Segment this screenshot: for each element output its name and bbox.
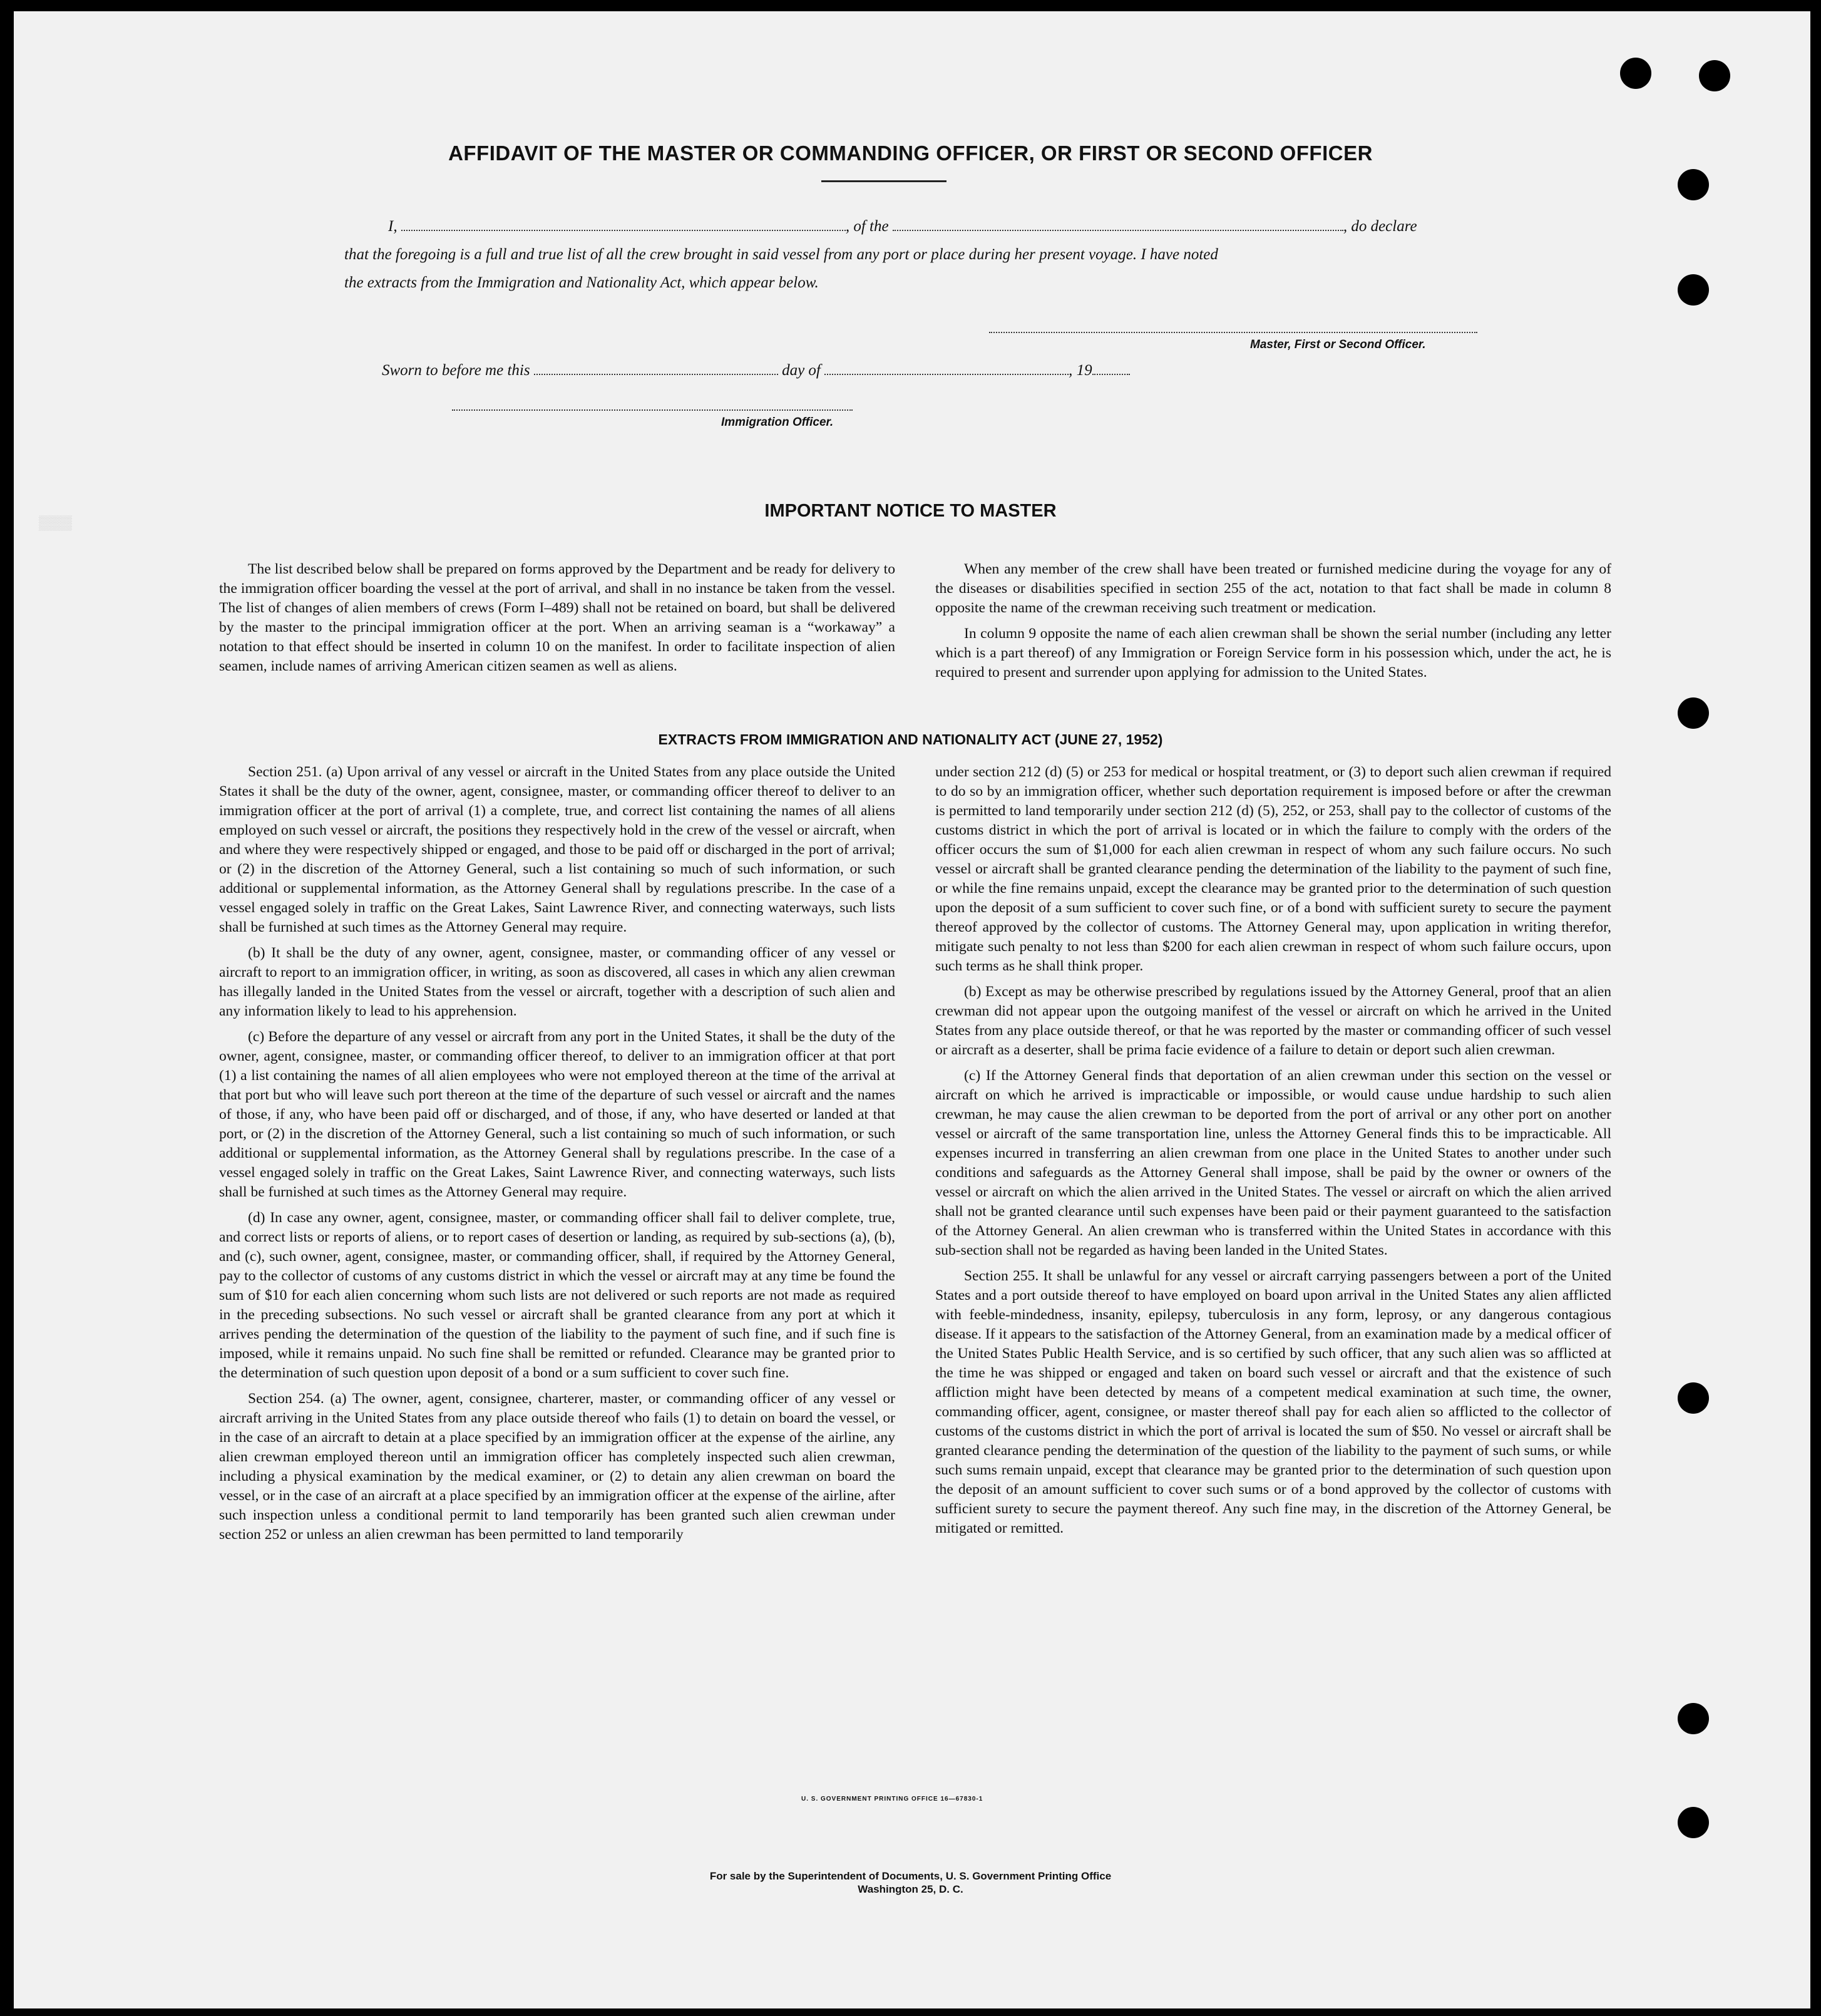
label-do-declare: , do declare xyxy=(1343,218,1417,235)
section-251-c: (c) Before the departure of any vessel or aircraft from any port in the United States, it shall be the duty of the owner, agent, consignee, master, or commanding officer thereof, to deliver to an immigration officer at that port (1) a list containing the names of all alien employees who were not employed thereon at the time of the arrival at that port but who will leave such port thereon at the time of the departure of such vessel or aircraft and the names of those, if any, who have been paid off or discharged, and of those, if any, who have deserted or landed at that port, or (2) in the discretion of the Attorney General, such a list containing so much of such information, or such additional or supplemental information, as the Attorney General shall by regulations prescribe. In the case of a vessel engaged solely in traffic on the Great Lakes, Saint Lawrence River, and connecting waterways, such lists shall be furnished at such times as the Attorney General may require. xyxy=(219,1029,895,1200)
officer-signature-label: Immigration Officer. xyxy=(721,416,834,429)
section-254-a: Section 254. (a) The owner, agent, consignee, charterer, master, or commanding officer of any vessel or aircraft arriving in the United States from any place outside thereof who fails (1) to detain on board the vessel, or in the case of an aircraft to detain at a place specified by an immigration officer at the expense of the airline, any alien crewman employed thereon until an immigration officer has completely inspected such alien crewman, including a physical examination by the medical examiner, or (2) to detain any alien crewman on board the vessel, or in the case of an aircraft at a place specified by an immigration officer at the expense of the airline, after such inspection unless a conditional permit to land temporarily has been granted such alien crewman under section 252 or unless an alien crewman has been permitted to land temporarily xyxy=(219,1391,895,1543)
document-page xyxy=(14,11,1810,2008)
sworn-line: Sworn to before me this day of , 19 xyxy=(382,362,1130,379)
notice-title: IMPORTANT NOTICE TO MASTER xyxy=(764,501,1057,521)
binder-hole xyxy=(1678,1703,1709,1734)
label-of-the: , of the xyxy=(845,218,889,235)
sworn-day-blank xyxy=(534,363,778,375)
section-254-a-continued: under section 212 (d) (5) or 253 for medical or hospital treatment, or (3) to deport such alien crewman if required to do so by an immigration officer, whether such deportation requirement is imposed before or after the crewman is permitted to land temporarily under section 212 (d) (5), 252, or 253, shall pay to the collector of customs of the customs district in which the port of arrival is located or in which the failure to comply with the orders of the officer occurs the sum of $1,000 for each alien crewman in respect of whom any such failure occurs. No such vessel or aircraft shall be granted clearance pending the determination of the liability to the payment of such fine, or while the fine remains unpaid, except the clearance may be granted prior to the determination of such question upon the deposit of a sum sufficient to cover such fine, or of a bond with sufficient surety to secure the payment thereof approved by the collector of customs. The Attorney General may, upon application in writing therefor, mitigate such penalty to not less than $200 for each alien crewman in respect of whom such failure occurs, upon such terms as he shall think proper. xyxy=(935,764,1611,974)
binder-hole xyxy=(1678,274,1709,306)
notice-left-paragraph: The list described below shall be prepared on forms approved by the Department and be ready for delivery to the immigration officer boarding the vessel at the port of arrival, and shall in no instance be taken from the vessel. The list of changes of alien members of crews (Form I–489) shall not be retained on board, but shall be delivered by the master to the principal immigration officer at the port. When an arriving seaman is a “workaway” a notation to that effect should be inserted in column 10 on the manifest. In order to facilitate inspection of alien seamen, include names of arriving American citizen seamen as well as aliens. xyxy=(219,561,895,674)
label-year: 19 xyxy=(1076,362,1092,379)
binder-hole xyxy=(1620,58,1651,89)
footer-line-1: For sale by the Superintendent of Documents, U. S. Government Printing Office xyxy=(709,1870,1112,1882)
label-sworn: Sworn to before me this xyxy=(382,362,530,379)
label-i: I, xyxy=(388,218,398,235)
binder-hole xyxy=(1699,60,1730,91)
extracts-title: EXTRACTS FROM IMMIGRATION AND NATIONALITY ACT (JUNE 27, 1952) xyxy=(658,731,1163,748)
label-day-of: day of xyxy=(782,362,821,379)
printing-office-imprint: U. S. GOVERNMENT PRINTING OFFICE 16—67830-1 xyxy=(801,1796,983,1803)
name-blank xyxy=(401,219,846,231)
master-signature-line xyxy=(989,332,1477,333)
declaration-line-3: the extracts from the Immigration and Nationality Act, which appear below. xyxy=(344,274,819,291)
extracts-right-column xyxy=(935,763,1611,1545)
section-254-b: (b) Except as may be otherwise prescribed by regulations issued by the Attorney General, proof that an alien crewman did not appear upon the outgoing manifest of the vessel or aircraft on which he arrived in the United States from any place outside thereof, or that he was reported by the master or commanding officer of such vessel or aircraft as a deserter, shall be prima facie evidence of a failure to detain or deport such alien crewman. xyxy=(935,984,1611,1058)
officer-signature-line xyxy=(452,409,853,411)
extracts-left-column xyxy=(219,763,895,1551)
title-divider xyxy=(821,180,946,182)
declaration-line-1 xyxy=(388,218,1417,235)
section-251-d: (d) In case any owner, agent, consignee, master, or commanding officer shall fail to deliver complete, true, and correct lists or reports of aliens, or to report cases of desertion or landing, as required by sub-sections (a), (b), and (c), such owner, agent, consignee, master, or commanding officer, shall, if required by the Attorney General, pay to the collector of customs of any customs district in which the vessel or aircraft may at any time be found the sum of $10 for each alien concerning whom such lists are not delivered or such reports are not made as required in the preceding subsections. No such vessel or aircraft shall be granted clearance from any port at which it arrives pending the determination of the question of the liability to the payment of such fine, and if such fine is imposed, while it remains unpaid. No such fine shall be remitted or refunded. Clearance may be granted prior to the determination of such question upon deposit of a bond or a sum sufficient to cover such fine. xyxy=(219,1210,895,1381)
sale-footer xyxy=(14,1869,1810,1896)
footer-line-2: Washington 25, D. C. xyxy=(858,1883,963,1895)
sworn-month-blank xyxy=(824,363,1069,375)
bleed-through-text: ▒▒▒▒ xyxy=(39,516,72,532)
notice-left-column xyxy=(219,560,895,682)
affidavit-title: AFFIDAVIT OF THE MASTER OR COMMANDING OFFICER, OR FIRST OR SECOND OFFICER xyxy=(448,141,1373,165)
year-blank xyxy=(1092,363,1130,375)
section-254-c: (c) If the Attorney General finds that deportation of an alien crewman under this section on the vessel or aircraft on which he arrived is impracticable or impossible, or would cause undue hardship to such alien crewman, he may cause the alien crewman to be deported from the port of arrival or any other port on another vessel or aircraft of the same transportation line, unless the Attorney General finds this to be impracticable. All expenses incurred in transferring an alien crewman from one place in the United States to another under such conditions and safeguards as the Attorney General shall impose, shall be paid by the owner or owners of the vessel or aircraft on which the alien arrived in the United States. The vessel or aircraft on which the alien arrived shall not be granted clearance until such expenses have been paid or their payment guaranteed to the satisfaction of the Attorney General. An alien crewman who is transferred within the United States in accordance with this sub-section shall not be regarded as having been landed in the United States. xyxy=(935,1067,1611,1258)
master-signature-label: Master, First or Second Officer. xyxy=(1250,338,1426,351)
notice-right-column xyxy=(935,560,1611,689)
notice-right-paragraph-1: When any member of the crew shall have been treated or furnished medicine during the voyage for any of the diseases or disabilities specified in section 255 of the act, notation to that fact shall be made in column 8 opposite the name of the crewman receiving such treatment or medication. xyxy=(935,561,1611,616)
binder-hole xyxy=(1678,169,1709,200)
section-251-a: Section 251. (a) Upon arrival of any vessel or aircraft in the United States from any place outside the United States it shall be the duty of the owner, agent, consignee, master, or commanding officer thereof to deliver to an immigration officer at the port of arrival (1) a complete, true, and correct list containing the names of all aliens employed on such vessel or aircraft, the positions they respectively hold in the crew of the vessel or aircraft, when and where they were respectively shipped or engaged, and those to be paid off or discharged in the port of arrival; or (2) in the discretion of the Attorney General, such a list containing so much of such information, or such additional or supplemental information, as the Attorney General shall by regulations prescribe. In the case of a vessel engaged solely in traffic on the Great Lakes, Saint Lawrence River, and connecting waterways, such lists shall be furnished at such times as the Attorney General may require. xyxy=(219,764,895,935)
binder-hole xyxy=(1678,1807,1709,1838)
vessel-blank xyxy=(893,219,1343,231)
declaration-line-2: that the foregoing is a full and true list of all the crew brought in said vessel from any port or place during her present voyage. I have noted xyxy=(344,246,1218,263)
notice-right-paragraph-2: In column 9 opposite the name of each alien crewman shall be shown the serial number (including any letter which is a part thereof) of any Immigration or Foreign Service form in his possession which, under the act, he is required to present and surrender upon applying for admission to the United States. xyxy=(935,625,1611,681)
binder-hole xyxy=(1678,697,1709,729)
section-251-b: (b) It shall be the duty of any owner, agent, consignee, master, or commanding officer of any vessel or aircraft to report to an immigration officer, in writing, as soon as discovered, all cases in which any alien crewman has illegally landed in the United States from the vessel or aircraft, together with a description of such alien and any information likely to lead to his apprehension. xyxy=(219,945,895,1019)
section-255: Section 255. It shall be unlawful for any vessel or aircraft carrying passengers between a port of the United States and a port outside thereof to have employed on board upon arrival in the United States any alien afflicted with feeble-mindedness, insanity, epilepsy, tuberculosis in any form, leprosy, or any dangerous contagious disease. If it appears to the satisfaction of the Attorney General, from an examination made by a medical officer of the United States Public Health Service, and is so certified by such officer, that any such alien was so afflicted at the time he was shipped or engaged and taken on board such vessel or aircraft and that the existence of such affliction might have been detected by means of a competent medical examination at such time, the owner, commanding officer, agent, consignee, or master thereof shall pay for each alien so afflicted to the collector of customs of the customs district in which the port of arrival is located the sum of $50. No vessel or aircraft shall be granted clearance pending the determination of the question of the liability to the payment of such sums, or while such sums remain unpaid, except that clearance may be granted prior to the determination of such question upon the deposit of an amount sufficient to cover such sums or of a bond approved by the collector of customs with sufficient surety to secure the payment thereof. Any such fine may, in the discretion of the Attorney General, be mitigated or remitted. xyxy=(935,1268,1611,1536)
binder-hole xyxy=(1678,1382,1709,1414)
